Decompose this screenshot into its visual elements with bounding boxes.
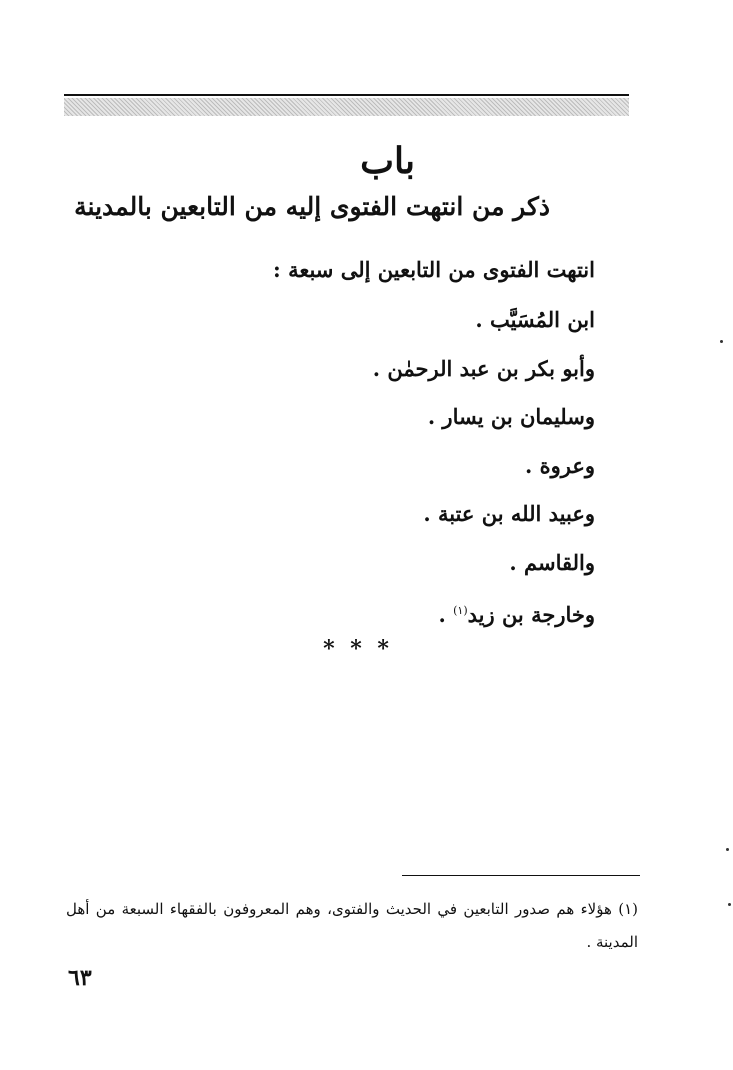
- list-item: وأبو بكر بن عبد الرحمٰن .: [372, 355, 595, 381]
- list-item-last: [273, 591, 595, 640]
- footnote-text: (١) هؤلاء هم صدور التابعين في الحديث والفتوى، وهم المعروفون بالفقهاء السبعة من أهل المدينة .: [66, 900, 638, 951]
- list-item: وعروة .: [524, 452, 595, 478]
- scan-speck: [720, 340, 723, 343]
- last-entry-text: وخارجة بن زيد: [467, 602, 595, 627]
- list-item: وسليمان بن يسار .: [427, 404, 595, 429]
- scan-speck: [726, 848, 729, 851]
- list-item: وعبيد الله بن عتبة .: [423, 501, 595, 526]
- header-band: [64, 98, 629, 116]
- footnote-reference[interactable]: (١): [453, 604, 468, 617]
- chapter-subtitle: ذكر من انتهت الفتوى إليه من التابعين بالمدينة: [74, 192, 550, 221]
- intro-line: انتهت الفتوى من التابعين إلى سبعة :: [273, 257, 595, 282]
- last-entry-end: .: [438, 602, 454, 627]
- section-ornament: * * *: [323, 636, 393, 662]
- entry-list: [273, 250, 595, 640]
- page-number: ٦٣: [68, 965, 92, 991]
- footnote-rule: [402, 875, 640, 876]
- header-rule: [64, 94, 629, 96]
- scan-speck: [728, 903, 731, 906]
- list-item: والقاسم .: [509, 549, 595, 575]
- chapter-title: باب: [360, 140, 415, 182]
- list-item: ابن المُسَيَّب .: [475, 307, 595, 332]
